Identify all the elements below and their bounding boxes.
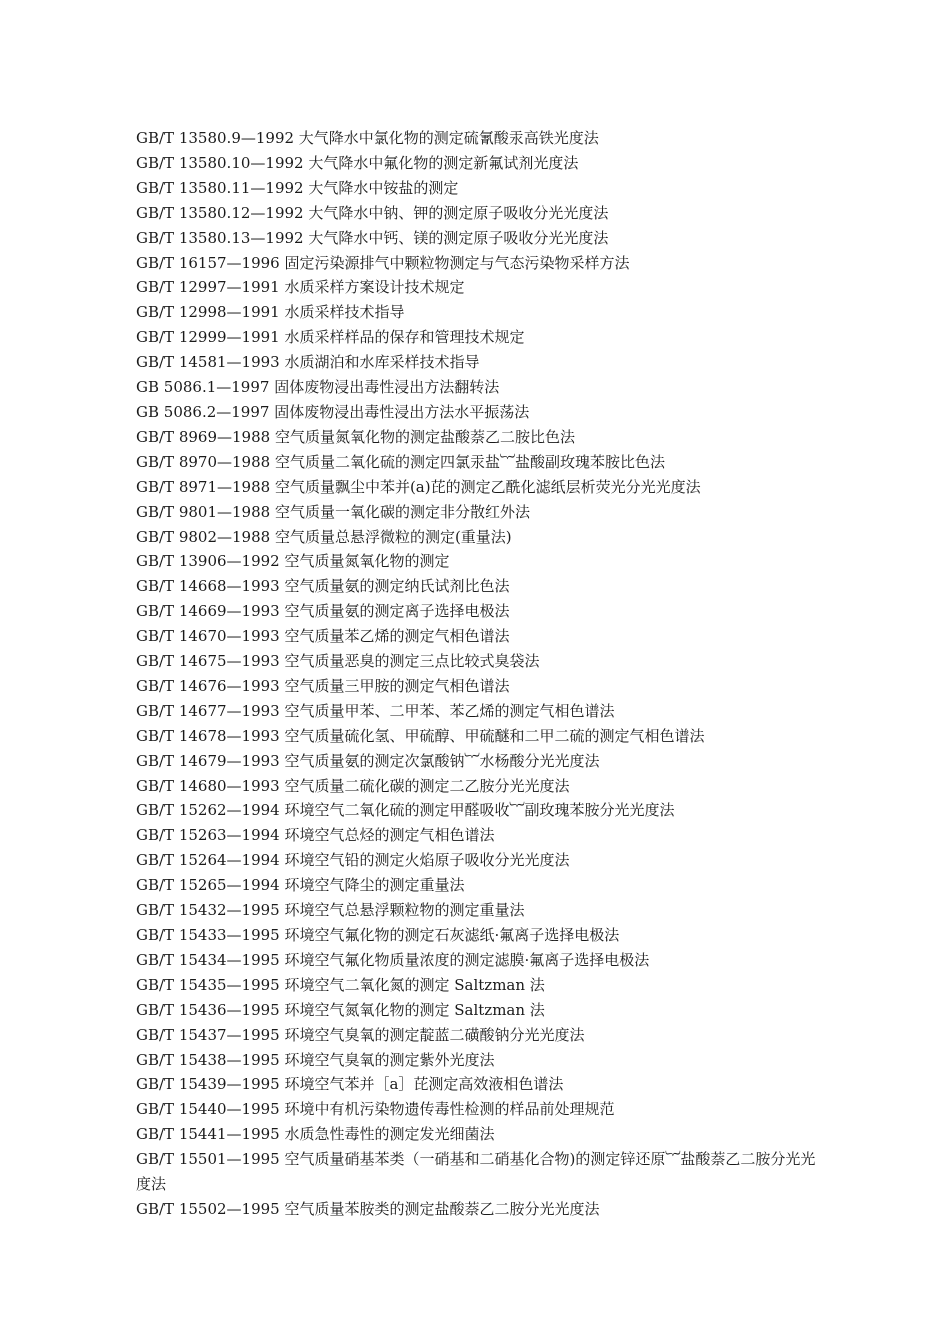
- list-item: GB/T 14668—1993 空气质量氨的测定纳氏试剂比色法: [136, 577, 510, 596]
- list-item: GB/T 15265—1994 环境空气降尘的测定重量法: [136, 876, 465, 895]
- list-item: GB/T 15440—1995 环境中有机污染物遗传毒性检测的样品前处理规范: [136, 1100, 615, 1119]
- list-item: GB/T 15433—1995 环境空气氟化物的测定石灰滤纸·氟离子选择电极法: [136, 926, 620, 944]
- list-item: GB/T 15436—1995 环境空气氮氧化物的测定 Saltzman 法: [136, 1000, 545, 1019]
- list-item: GB/T 15432—1995 环境空气总悬浮颗粒物的测定重量法: [136, 901, 525, 920]
- list-item: GB/T 9802—1988 空气质量总悬浮微粒的测定(重量法): [136, 527, 512, 546]
- list-item: GB/T 15434—1995 环境空气氟化物质量浓度的测定滤膜·氟离子选择电极法: [136, 950, 650, 969]
- list-item: GB/T 13580.9—1992 大气降水中氯化物的测定硫氰酸汞高铁光度法: [136, 129, 599, 147]
- list-item: GB/T 13906—1992 空气质量氮氧化物的测定: [136, 552, 450, 571]
- list-item: GB/T 13580.13—1992 大气降水中钙、镁的测定原子吸收分光光度法: [136, 228, 609, 247]
- list-item: GB/T 16157—1996 固定污染源排气中颗粒物测定与气态污染物采样方法: [136, 253, 630, 272]
- list-item: GB/T 15435—1995 环境空气二氧化氮的测定 Saltzman 法: [136, 975, 545, 994]
- list-item: GB/T 8969—1988 空气质量氮氧化物的测定盐酸萘乙二胺比色法: [136, 427, 575, 446]
- list-item: GB/T 15501—1995 空气质量硝基苯类（一硝基和二硝基化合物)的测定锌还原︸盐酸萘乙二胺分光光度法: [136, 1150, 816, 1194]
- list-item: GB/T 14677—1993 空气质量甲苯、二甲苯、苯乙烯的测定气相色谱法: [136, 701, 615, 720]
- list-item: GB/T 9801—1988 空气质量一氧化碳的测定非分散红外法: [136, 502, 530, 521]
- list-item: GB 5086.1—1997 固体废物浸出毒性浸出方法翻转法: [136, 378, 500, 397]
- list-item: GB/T 14678—1993 空气质量硫化氢、甲硫醇、甲硫醚和二甲二硫的测定气相色谱法: [136, 726, 705, 745]
- list-item: GB/T 14670—1993 空气质量苯乙烯的测定气相色谱法: [136, 627, 510, 646]
- list-item: GB/T 13580.12—1992 大气降水中钠、钾的测定原子吸收分光光度法: [136, 203, 609, 222]
- list-item: GB/T 13580.10—1992 大气降水中氟化物的测定新氟试剂光度法: [136, 153, 579, 172]
- list-item: GB/T 14675—1993 空气质量恶臭的测定三点比较式臭袋法: [136, 652, 540, 671]
- standards-list: [136, 126, 826, 1222]
- list-item: GB/T 13580.11—1992 大气降水中铵盐的测定: [136, 178, 459, 197]
- list-item: GB/T 15502—1995 空气质量苯胺类的测定盐酸萘乙二胺分光光度法: [136, 1199, 600, 1218]
- list-item: GB/T 15264—1994 环境空气铅的测定火焰原子吸收分光光度法: [136, 851, 570, 870]
- list-item: GB/T 12999—1991 水质采样样品的保存和管理技术规定: [136, 328, 525, 347]
- list-item: GB/T 8970—1988 空气质量二氧化硫的测定四氯汞盐︸盐酸副玫瑰苯胺比色法: [136, 452, 665, 471]
- list-item: GB/T 12998—1991 水质采样技术指导: [136, 303, 405, 322]
- list-item: GB/T 14679—1993 空气质量氨的测定次氯酸钠︸水杨酸分光光度法: [136, 751, 600, 770]
- list-item: GB/T 15439—1995 环境空气苯并［a］芘测定高效液相色谱法: [136, 1075, 564, 1094]
- list-item: GB/T 14669—1993 空气质量氨的测定离子选择电极法: [136, 602, 510, 621]
- list-item: GB 5086.2—1997 固体废物浸出毒性浸出方法水平振荡法: [136, 402, 530, 421]
- list-item: GB/T 15263—1994 环境空气总烃的测定气相色谱法: [136, 826, 495, 845]
- list-item: GB/T 15437—1995 环境空气臭氧的测定靛蓝二磺酸钠分光光度法: [136, 1025, 585, 1044]
- list-item: GB/T 14581—1993 水质湖泊和水库采样技术指导: [136, 353, 480, 372]
- list-item: GB/T 14680—1993 空气质量二硫化碳的测定二乙胺分光光度法: [136, 776, 570, 795]
- list-item: GB/T 12997—1991 水质采样方案设计技术规定: [136, 278, 465, 297]
- list-item: GB/T 8971—1988 空气质量飘尘中苯并(a)芘的测定乙酰化滤纸层析荧光分光光度法: [136, 477, 701, 496]
- list-item: GB/T 15438—1995 环境空气臭氧的测定紫外光度法: [136, 1050, 495, 1069]
- list-item: GB/T 14676—1993 空气质量三甲胺的测定气相色谱法: [136, 676, 510, 695]
- list-item: GB/T 15441—1995 水质急性毒性的测定发光细菌法: [136, 1125, 495, 1144]
- list-item: GB/T 15262—1994 环境空气二氧化硫的测定甲醛吸收︸副玫瑰苯胺分光光度法: [136, 801, 675, 820]
